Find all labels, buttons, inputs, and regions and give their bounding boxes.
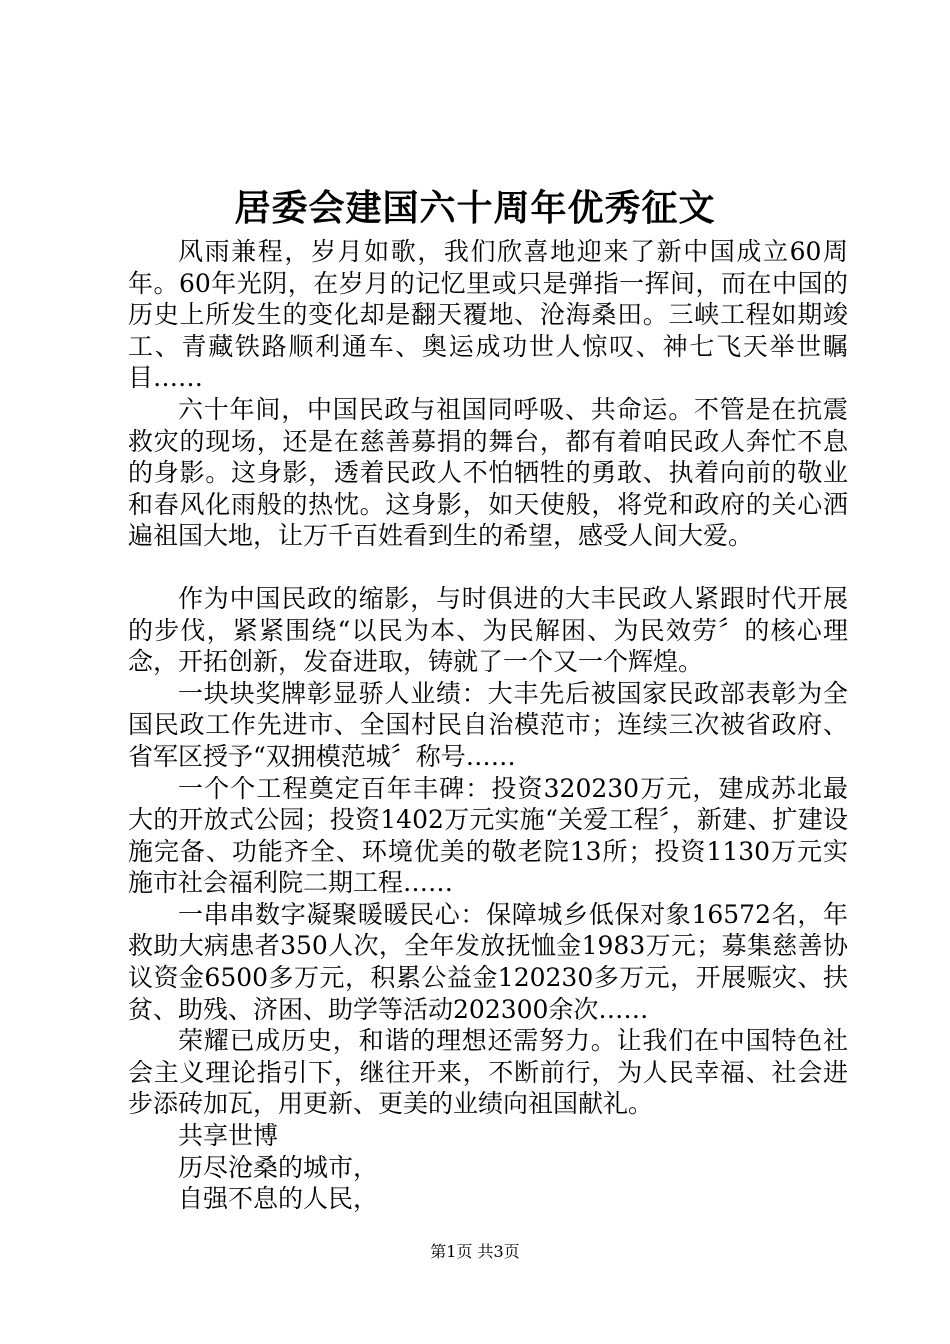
poem-line: 历尽沧桑的城市， <box>178 1152 379 1182</box>
page-number-footer: 第1页 共3页 <box>430 1242 520 1261</box>
paragraph-numbers: 一串串数字凝聚暖暖民心：保障城乡低保对象16572名，年救助大病患者350人次，全年发放抚恤金1983万元；募集慈善协议资金6500多万元，积累公益金120230多万元，开展赈灾、扶贫、助残、济困、助学等活动202300余次…… <box>128 899 848 1024</box>
paragraph-projects: 一个个工程奠定百年丰碑：投资320230万元，建成苏北最大的开放式公园；投资1402万元实施“关爱工程〞，新建、扩建设施完备、功能齐全、环境优美的敬老院13所；投资1130万元实施市社会福利院二期工程…… <box>128 773 848 898</box>
poem-title: 共享世博 <box>178 1121 279 1151</box>
poem-line: 自强不息的人民， <box>178 1184 379 1214</box>
paragraph-dafeng-civil-affairs: 作为中国民政的缩影，与时俱进的大丰民政人紧跟时代开展的步伐，紧紧围绕“以民为本、为民解困、为民效劳〞的核心理念，开拓创新，发奋进取，铸就了一个又一个辉煌。 <box>128 583 848 677</box>
paragraph-intro: 风雨兼程，岁月如歌，我们欣喜地迎来了新中国成立60周年。60年光阴，在岁月的记忆里或只是弹指一挥间，而在中国的历史上所发生的变化却是翻天覆地、沧海桑田。三峡工程如期竣工、青藏铁路顺利通车、奥运成功世人惊叹、神七飞天举世瞩目…… <box>128 237 848 393</box>
document-title: 居委会建国六十周年优秀征文 <box>234 187 716 229</box>
paragraph-conclusion: 荣耀已成历史，和谐的理想还需努力。让我们在中国特色社会主义理论指引下，继往开来，不断前行，为人民幸福、社会进步添砖加瓦，用更新、更美的业绩向祖国献礼。 <box>128 1026 848 1119</box>
paragraph-awards: 一块块奖牌彰显骄人业绩：大丰先后被国家民政部表彰为全国民政工作先进市、全国村民自治模范市；连续三次被省政府、省军区授予“双拥模范城〞称号…… <box>128 678 848 771</box>
document-body <box>128 236 848 1215</box>
paragraph-sixty-years: 六十年间，中国民政与祖国同呼吸、共命运。不管是在抗震救灾的现场，还是在慈善募捐的舞台，都有着咱民政人奔忙不息的身影。这身影，透着民政人不怕牺牲的勇敢、执着向前的敬业和春风化雨般的热忱。这身影，如天使般，将党和政府的关心洒遍祖国大地，让万千百姓看到生的希望，感受人间大爱。 <box>128 394 848 551</box>
